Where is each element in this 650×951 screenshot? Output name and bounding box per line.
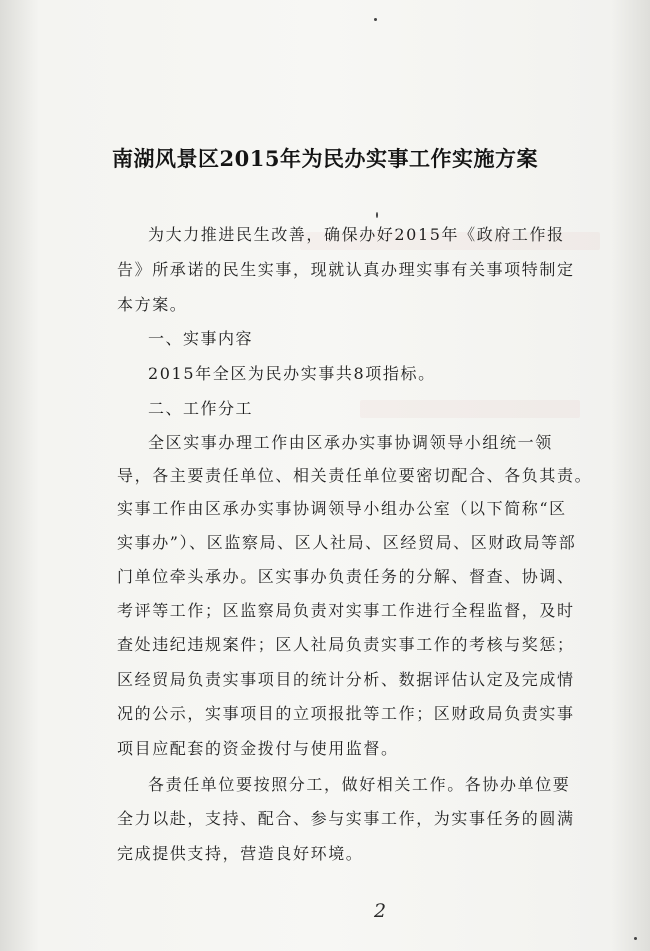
- section-heading: 一、实事内容: [148, 329, 254, 348]
- paragraph-line: 全力以赴，支持、配合、参与实事工作，为实事任务的圆满: [117, 809, 575, 828]
- section1-body: 2015年全区为民办实事共8项指标。: [148, 364, 436, 383]
- paragraph-line: 完成提供支持，营造良好环境。: [117, 844, 364, 863]
- section-heading: 二、工作分工: [148, 399, 254, 418]
- paragraph-line: 况的公示，实事项目的立项报批等工作；区财政局负责实事: [117, 704, 575, 723]
- paragraph-line: 考评等工作；区监察局负责对实事工作进行全程监督，及时: [117, 601, 575, 620]
- paragraph-line: 全区实事办理工作由区承办实事协调领导小组统一领: [148, 433, 553, 452]
- paragraph-line: 门单位牵头承办。区实事办负责任务的分解、督查、协调、: [117, 567, 575, 586]
- paragraph-line: 项目应配套的资金拨付与使用监督。: [117, 739, 399, 758]
- paragraph-line: 区经贸局负责实事项目的统计分析、数据评估认定及完成情: [117, 670, 575, 689]
- document-title: 南湖风景区2015年为民办实事工作实施方案: [112, 146, 538, 171]
- paragraph-line: 各责任单位要按照分工，做好相关工作。各协办单位要: [148, 775, 571, 794]
- paragraph-line: 查处违纪违规案件；区人社局负责实事工作的考核与奖惩；: [117, 635, 575, 654]
- show-through-mark: [360, 400, 580, 418]
- intro-line: 告》所承诺的民生实事，现就认真办理实事有关事项特制定: [117, 260, 575, 279]
- scan-speck: [374, 18, 377, 21]
- scan-speck: [634, 937, 637, 940]
- paragraph-line: 导，各主要责任单位、相关责任单位要密切配合、各负其责。: [117, 466, 593, 485]
- intro-line: 本方案。: [117, 295, 188, 314]
- paragraph-line: 实事办”）、区监察局、区人社局、区经贸局、区财政局等部: [117, 533, 577, 552]
- paragraph-line: 实事工作由区承办实事协调领导小组办公室（以下简称“区: [117, 499, 567, 518]
- intro-line: 为大力推进民生改善，确保办好2015年《政府工作报: [148, 225, 565, 244]
- scan-speck: [376, 212, 378, 218]
- page-number: 2: [374, 900, 387, 922]
